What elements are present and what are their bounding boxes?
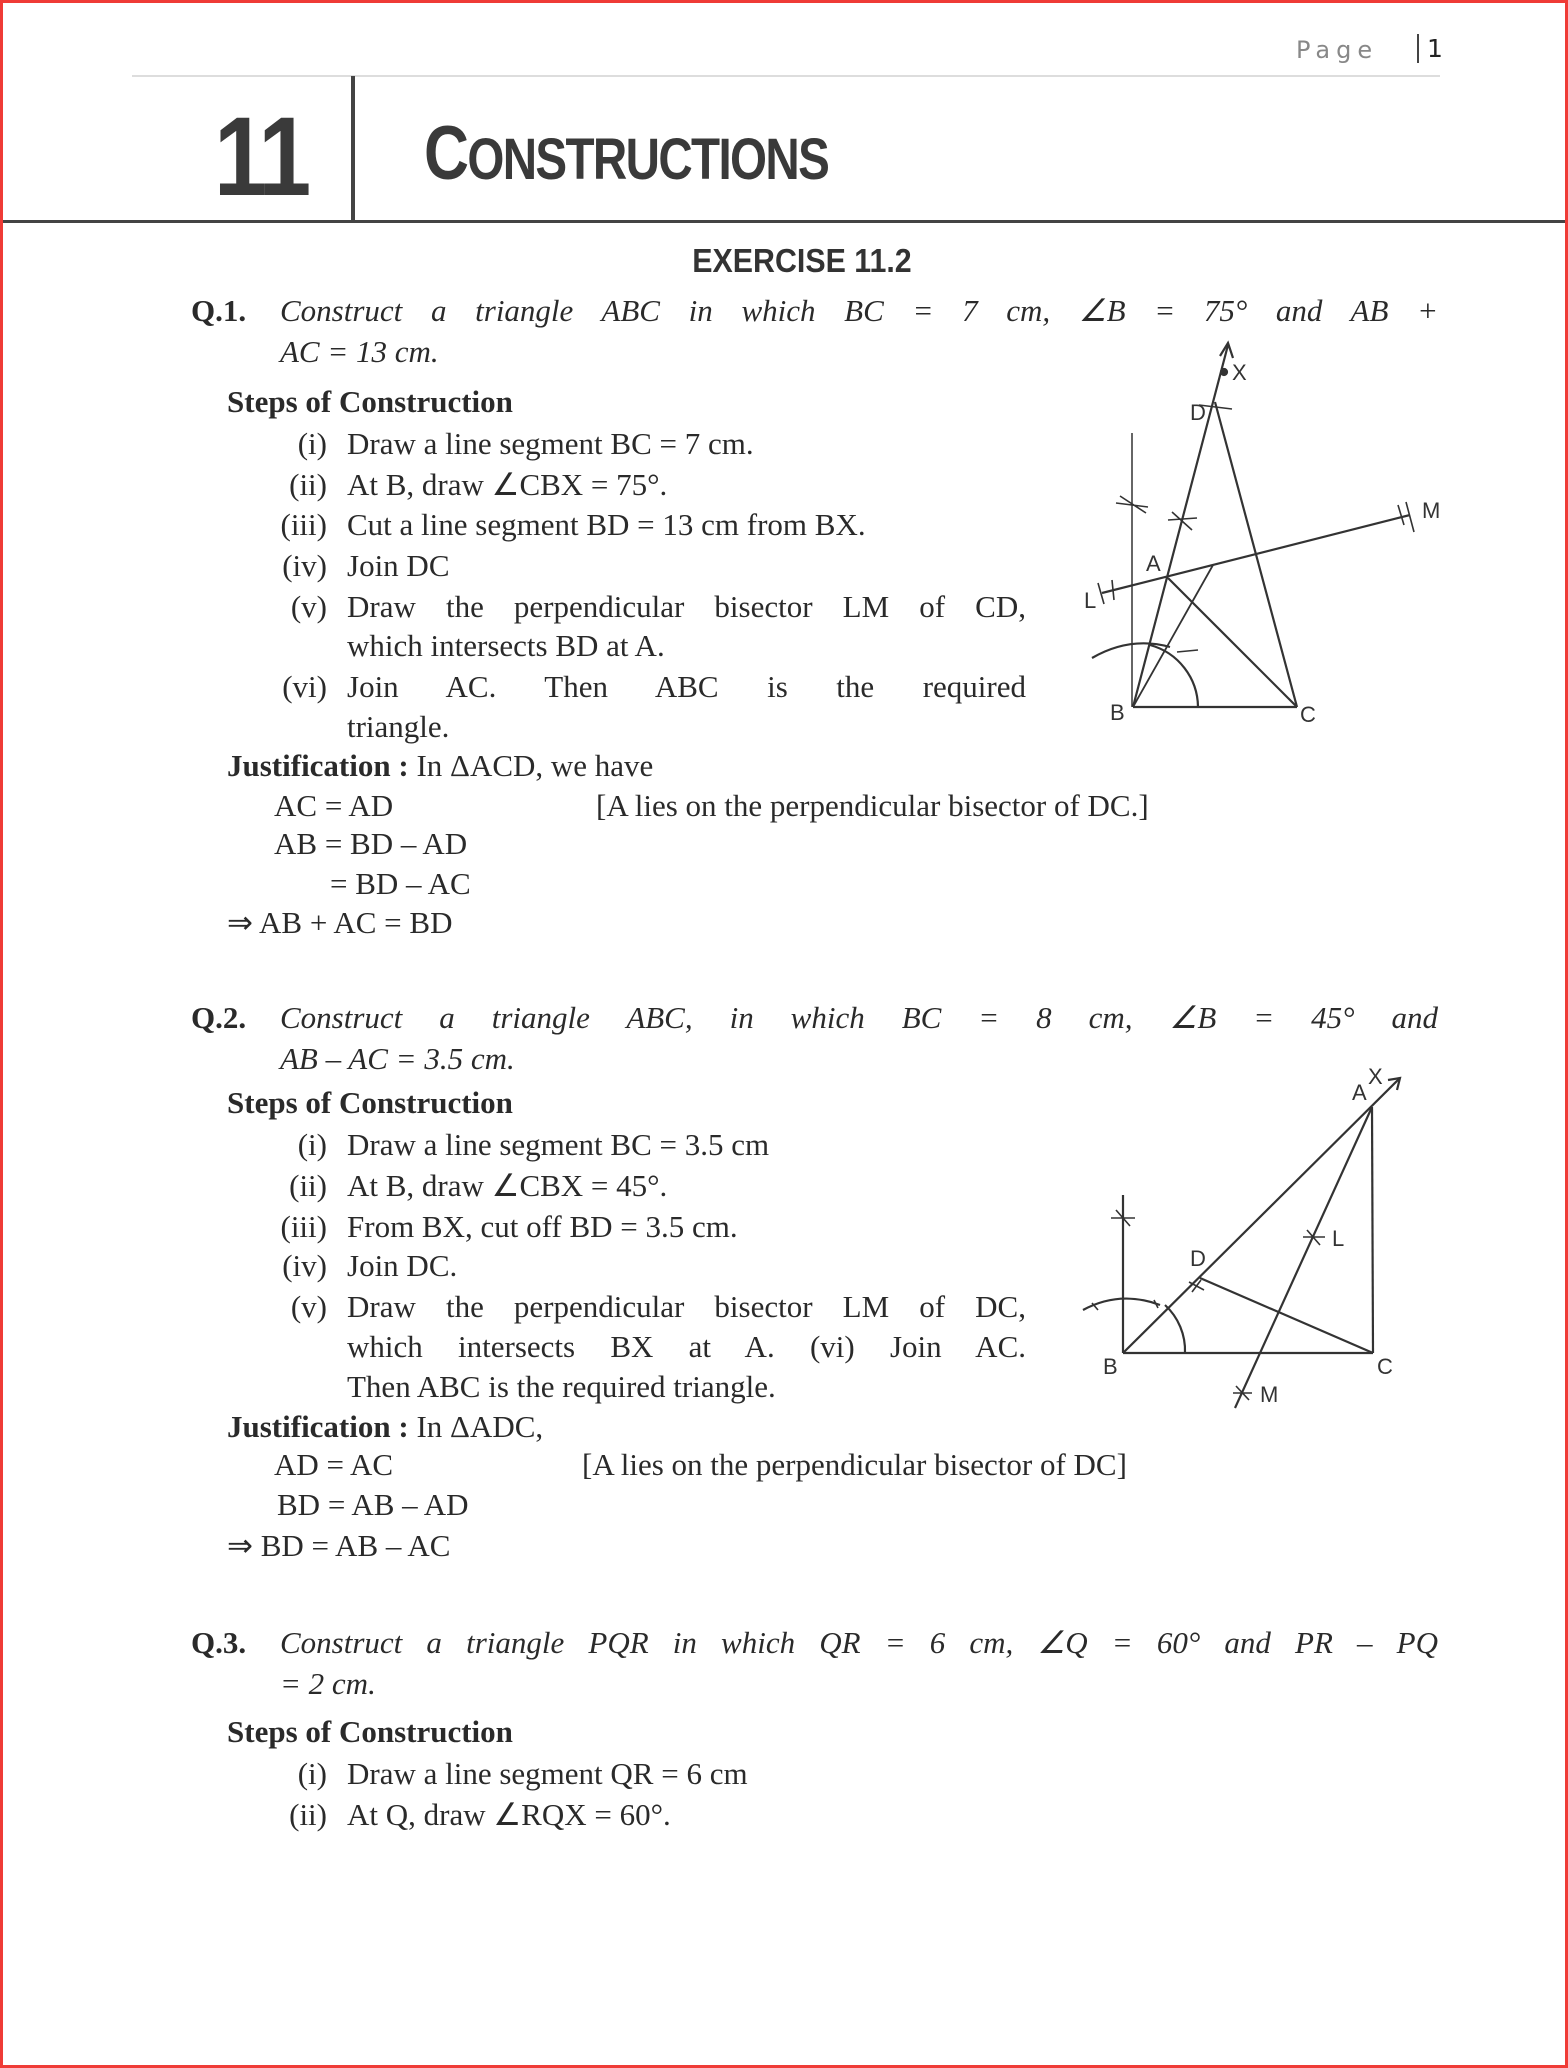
step-text: triangle. xyxy=(347,709,450,744)
q1-label: Q.1. xyxy=(191,293,247,328)
step-text: Join DC xyxy=(347,548,450,583)
step-number: (ii) xyxy=(289,467,327,502)
q3-label: Q.3. xyxy=(191,1625,247,1660)
justification-line: = BD – AC xyxy=(330,866,471,901)
step-text: Draw a line segment BC = 7 cm. xyxy=(347,426,754,461)
q2-steps-heading: Steps of Construction xyxy=(227,1085,513,1120)
q2-label: Q.2. xyxy=(191,1000,247,1035)
step-text: Cut a line segment BD = 13 cm from BX. xyxy=(347,507,866,542)
arc-marks xyxy=(1092,1210,1325,1400)
label-b: B xyxy=(1103,1354,1118,1379)
step-text: Then ABC is the required triangle. xyxy=(347,1369,776,1404)
bisector-lm xyxy=(1235,1107,1372,1408)
step-number: (iii) xyxy=(280,507,327,542)
label-a: A xyxy=(1146,551,1161,576)
line-ac xyxy=(1372,1107,1373,1353)
line-dc xyxy=(1200,1278,1373,1353)
justification-line: AD = AC xyxy=(274,1447,394,1482)
justification-line: AB = BD – AD xyxy=(274,826,468,861)
justification-intro: In ΔADC, xyxy=(416,1409,544,1444)
arc-marks xyxy=(1098,405,1414,652)
step-number: (v) xyxy=(290,589,327,624)
step-text: At B, draw ∠CBX = 45°. xyxy=(347,1168,668,1203)
label-a: A xyxy=(1352,1080,1367,1105)
arc-small xyxy=(1165,1305,1185,1353)
q3-steps-heading: Steps of Construction xyxy=(227,1714,513,1749)
justification-label: Justification : xyxy=(227,748,409,783)
chapter-number: 11 xyxy=(214,94,308,219)
q3-question-line: = 2 cm. xyxy=(280,1666,376,1701)
label-b: B xyxy=(1110,700,1125,725)
step-number: (i) xyxy=(297,1127,327,1162)
step-number: (iii) xyxy=(280,1209,327,1244)
q2-question-line: Construct a triangle ABC, in which BC = 8 cm, ∠B = 45° and xyxy=(280,1000,1438,1035)
step-number: (iv) xyxy=(282,1248,327,1283)
point-x-dot xyxy=(1221,369,1227,375)
exercise-heading: EXERCISE 11.2 xyxy=(692,242,912,279)
arc-large xyxy=(1092,643,1170,658)
ray-bx xyxy=(1133,345,1228,707)
label-m: M xyxy=(1260,1382,1279,1407)
line-ac xyxy=(1168,578,1297,707)
step-text: Join AC. Then ABC is the required xyxy=(347,669,1026,704)
q2-question-line: AB – AC = 3.5 cm. xyxy=(280,1041,515,1076)
justification-line: AC = AD xyxy=(274,788,394,823)
step-number: (iv) xyxy=(282,548,327,583)
step-text: From BX, cut off BD = 3.5 cm. xyxy=(347,1209,738,1244)
step-text: Draw a line segment QR = 6 cm xyxy=(347,1756,748,1791)
justification-label: Justification : xyxy=(227,1409,409,1444)
q1-question-line: AC = 13 cm. xyxy=(280,334,439,369)
justification-line: BD = AB – AD xyxy=(277,1487,469,1522)
q1-steps-heading: Steps of Construction xyxy=(227,384,513,419)
step-text: Draw the perpendicular bisector LM of CD, xyxy=(347,589,1026,624)
line-b-arc xyxy=(1133,565,1213,707)
step-text: which intersects BX at A. (vi) Join AC. xyxy=(347,1329,1026,1364)
step-text: At Q, draw ∠RQX = 60°. xyxy=(347,1797,671,1832)
q1-question-line: Construct a triangle ABC in which BC = 7 cm, ∠B = 75° and AB + xyxy=(280,293,1438,328)
q3-question-line: Construct a triangle PQR in which QR = 6 cm, ∠Q = 60° and PR – PQ xyxy=(280,1625,1438,1660)
step-number: (ii) xyxy=(289,1797,327,1832)
justification-reason: [A lies on the perpendicular bisector of DC] xyxy=(582,1447,1127,1482)
q2-diagram-labels xyxy=(1103,1064,1393,1407)
label-l: L xyxy=(1332,1226,1345,1251)
step-text: which intersects BD at A. xyxy=(347,628,665,663)
step-text: Draw the perpendicular bisector LM of DC, xyxy=(347,1289,1026,1324)
ray-bx xyxy=(1123,1078,1400,1353)
step-number: (i) xyxy=(297,426,327,461)
label-m: M xyxy=(1422,498,1441,523)
justification-line: ⇒ AB + AC = BD xyxy=(227,905,453,940)
title-initial: C xyxy=(424,111,468,196)
label-x: X xyxy=(1232,360,1247,385)
page-number: 1 xyxy=(1417,34,1443,63)
step-text: Join DC. xyxy=(347,1248,458,1283)
label-x: X xyxy=(1368,1064,1383,1089)
step-text: Draw a line segment BC = 3.5 cm xyxy=(347,1127,770,1162)
label-c: C xyxy=(1300,702,1316,727)
step-number: (vi) xyxy=(282,669,327,704)
label-c: C xyxy=(1377,1354,1393,1379)
justification-intro: In ΔACD, we have xyxy=(416,748,654,783)
step-number: (ii) xyxy=(289,1168,327,1203)
page-label: Page xyxy=(1296,36,1379,64)
label-d: D xyxy=(1190,1246,1206,1271)
justification-line: ⇒ BD = AB – AC xyxy=(227,1528,451,1563)
q2-diagram xyxy=(1083,1078,1400,1408)
justification-reason: [A lies on the perpendicular bisector of DC.] xyxy=(596,788,1149,823)
arc-small xyxy=(1150,645,1198,707)
q1-diagram xyxy=(1092,343,1414,707)
arc-large xyxy=(1083,1299,1160,1310)
label-d: D xyxy=(1190,400,1206,425)
step-number: (v) xyxy=(290,1289,327,1324)
step-number: (i) xyxy=(297,1756,327,1791)
title-rest: ONSTRUCTIONS xyxy=(467,127,829,192)
label-l: L xyxy=(1084,588,1097,613)
step-text: At B, draw ∠CBX = 75°. xyxy=(347,467,668,502)
